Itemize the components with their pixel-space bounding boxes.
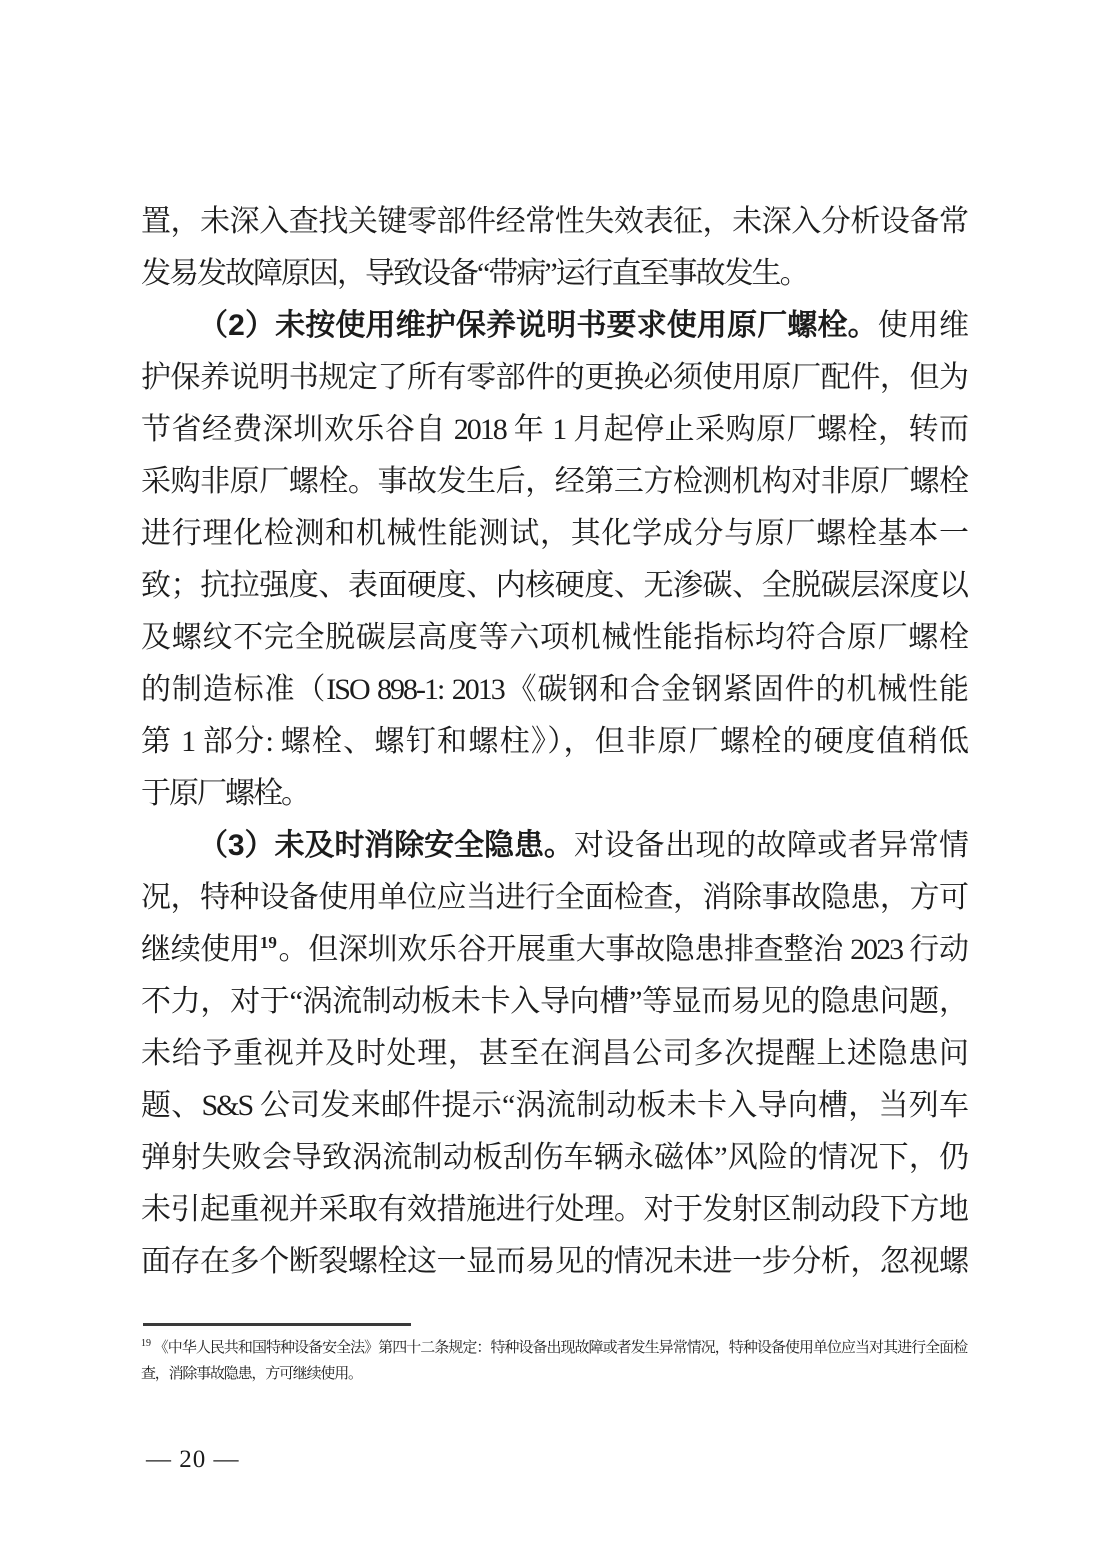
body-line [141,196,967,248]
footnote [141,1335,967,1387]
text-segment: 采购非原厂螺栓。事故发生后，经第三方检测机构对非原厂螺栓 [141,465,967,498]
text-segment: 进行理化检测和机械性能测试，其化学成分与原厂螺栓基本一 [141,517,967,550]
body-line [141,768,967,820]
text-segment: 于原厂螺栓。 [141,777,309,810]
text-segment: 护保养说明书规定了所有零部件的更换必须使用原厂配件，但为 [141,361,967,394]
text-segment: 置，未深入查找关键零部件经常性失效表征，未深入分析设备常 [141,205,967,238]
text-segment: 况，特种设备使用单位应当进行全面检查，消除事故隐患，方可 [141,881,967,914]
footnote-divider [143,1323,411,1326]
body-line [141,872,967,924]
text-segment: 及螺纹不完全脱碳层高度等六项机械性能指标均符合原厂螺栓 [141,621,967,654]
text-segment: 致；抗拉强度、表面硬度、内核硬度、无渗碳、全脱碳层深度以 [141,569,967,602]
body-line [141,352,967,404]
page-number: — 20 — [146,1446,240,1473]
bold-heading-segment: （3）未及时消除安全隐患。 [198,829,574,862]
text-segment: 发易发故障原因，导致设备“带病”运行直至事故发生。 [141,257,808,290]
footnote-line [141,1361,967,1387]
text-segment: 题、S&S 公司发来邮件提示“涡流制动板未卡入导向槽，当列车 [141,1089,967,1122]
body-line [141,300,967,352]
text-segment: 第 1 部分: 螺栓、螺钉和螺柱》），但非原厂螺栓的硬度值稍低 [141,725,967,758]
body-line [141,560,967,612]
bold-heading-segment: （2）未按使用维护保养说明书要求使用原厂螺栓。 [198,309,878,342]
body-line [141,612,967,664]
text-segment: 对设备出现的故障或者异常情 [573,829,968,862]
text-segment: 查，消除事故隐患，方可继续使用。 [141,1366,362,1382]
body-line [141,976,967,1028]
footnote-line [141,1335,967,1361]
footnote-reference-marker: 19 [141,1338,151,1349]
body-line [141,1236,967,1288]
body-line [141,1028,967,1080]
body-line [141,716,967,768]
text-segment: 不力，对于“涡流制动板未卡入导向槽”等显而易见的隐患问题， [141,985,967,1018]
text-segment: 节省经费深圳欢乐谷自 2018 年 1 月起停止采购原厂螺栓，转而 [141,413,967,446]
text-segment: 继续使用 [141,933,260,966]
body-line [141,404,967,456]
footnote-reference-marker: 19 [259,933,277,952]
text-segment: 使用维 [877,309,967,342]
body-text [141,196,967,1288]
text-segment: 弹射失败会导致涡流制动板刮伤车辆永磁体”风险的情况下，仍 [141,1141,967,1174]
body-line [141,456,967,508]
text-segment: 未给予重视并及时处理，甚至在润昌公司多次提醒上述隐患问 [141,1037,967,1070]
text-segment: 。但深圳欢乐谷开展重大事故隐患排查整治 2023 行动 [276,933,968,966]
body-line [141,1080,967,1132]
body-line [141,664,967,716]
text-segment: 未引起重视并采取有效措施进行处理。对于发射区制动段下方地 [141,1193,967,1226]
body-line [141,924,967,976]
body-line [141,820,967,872]
body-line [141,248,967,300]
text-segment: 面存在多个断裂螺栓这一显而易见的情况未进一步分析，忽视螺 [141,1245,967,1278]
body-line [141,1132,967,1184]
body-line [141,508,967,560]
text-segment: 《中华人民共和国特种设备安全法》第四十二条规定：特种设备出现故障或者发生异常情况，特种设备使用单位应当对其进行全面检 [151,1340,967,1356]
body-line [141,1184,967,1236]
text-segment: 的制造标准（ISO 898-1: 2013《碳钢和合金钢紧固件的机械性能 [141,673,967,706]
